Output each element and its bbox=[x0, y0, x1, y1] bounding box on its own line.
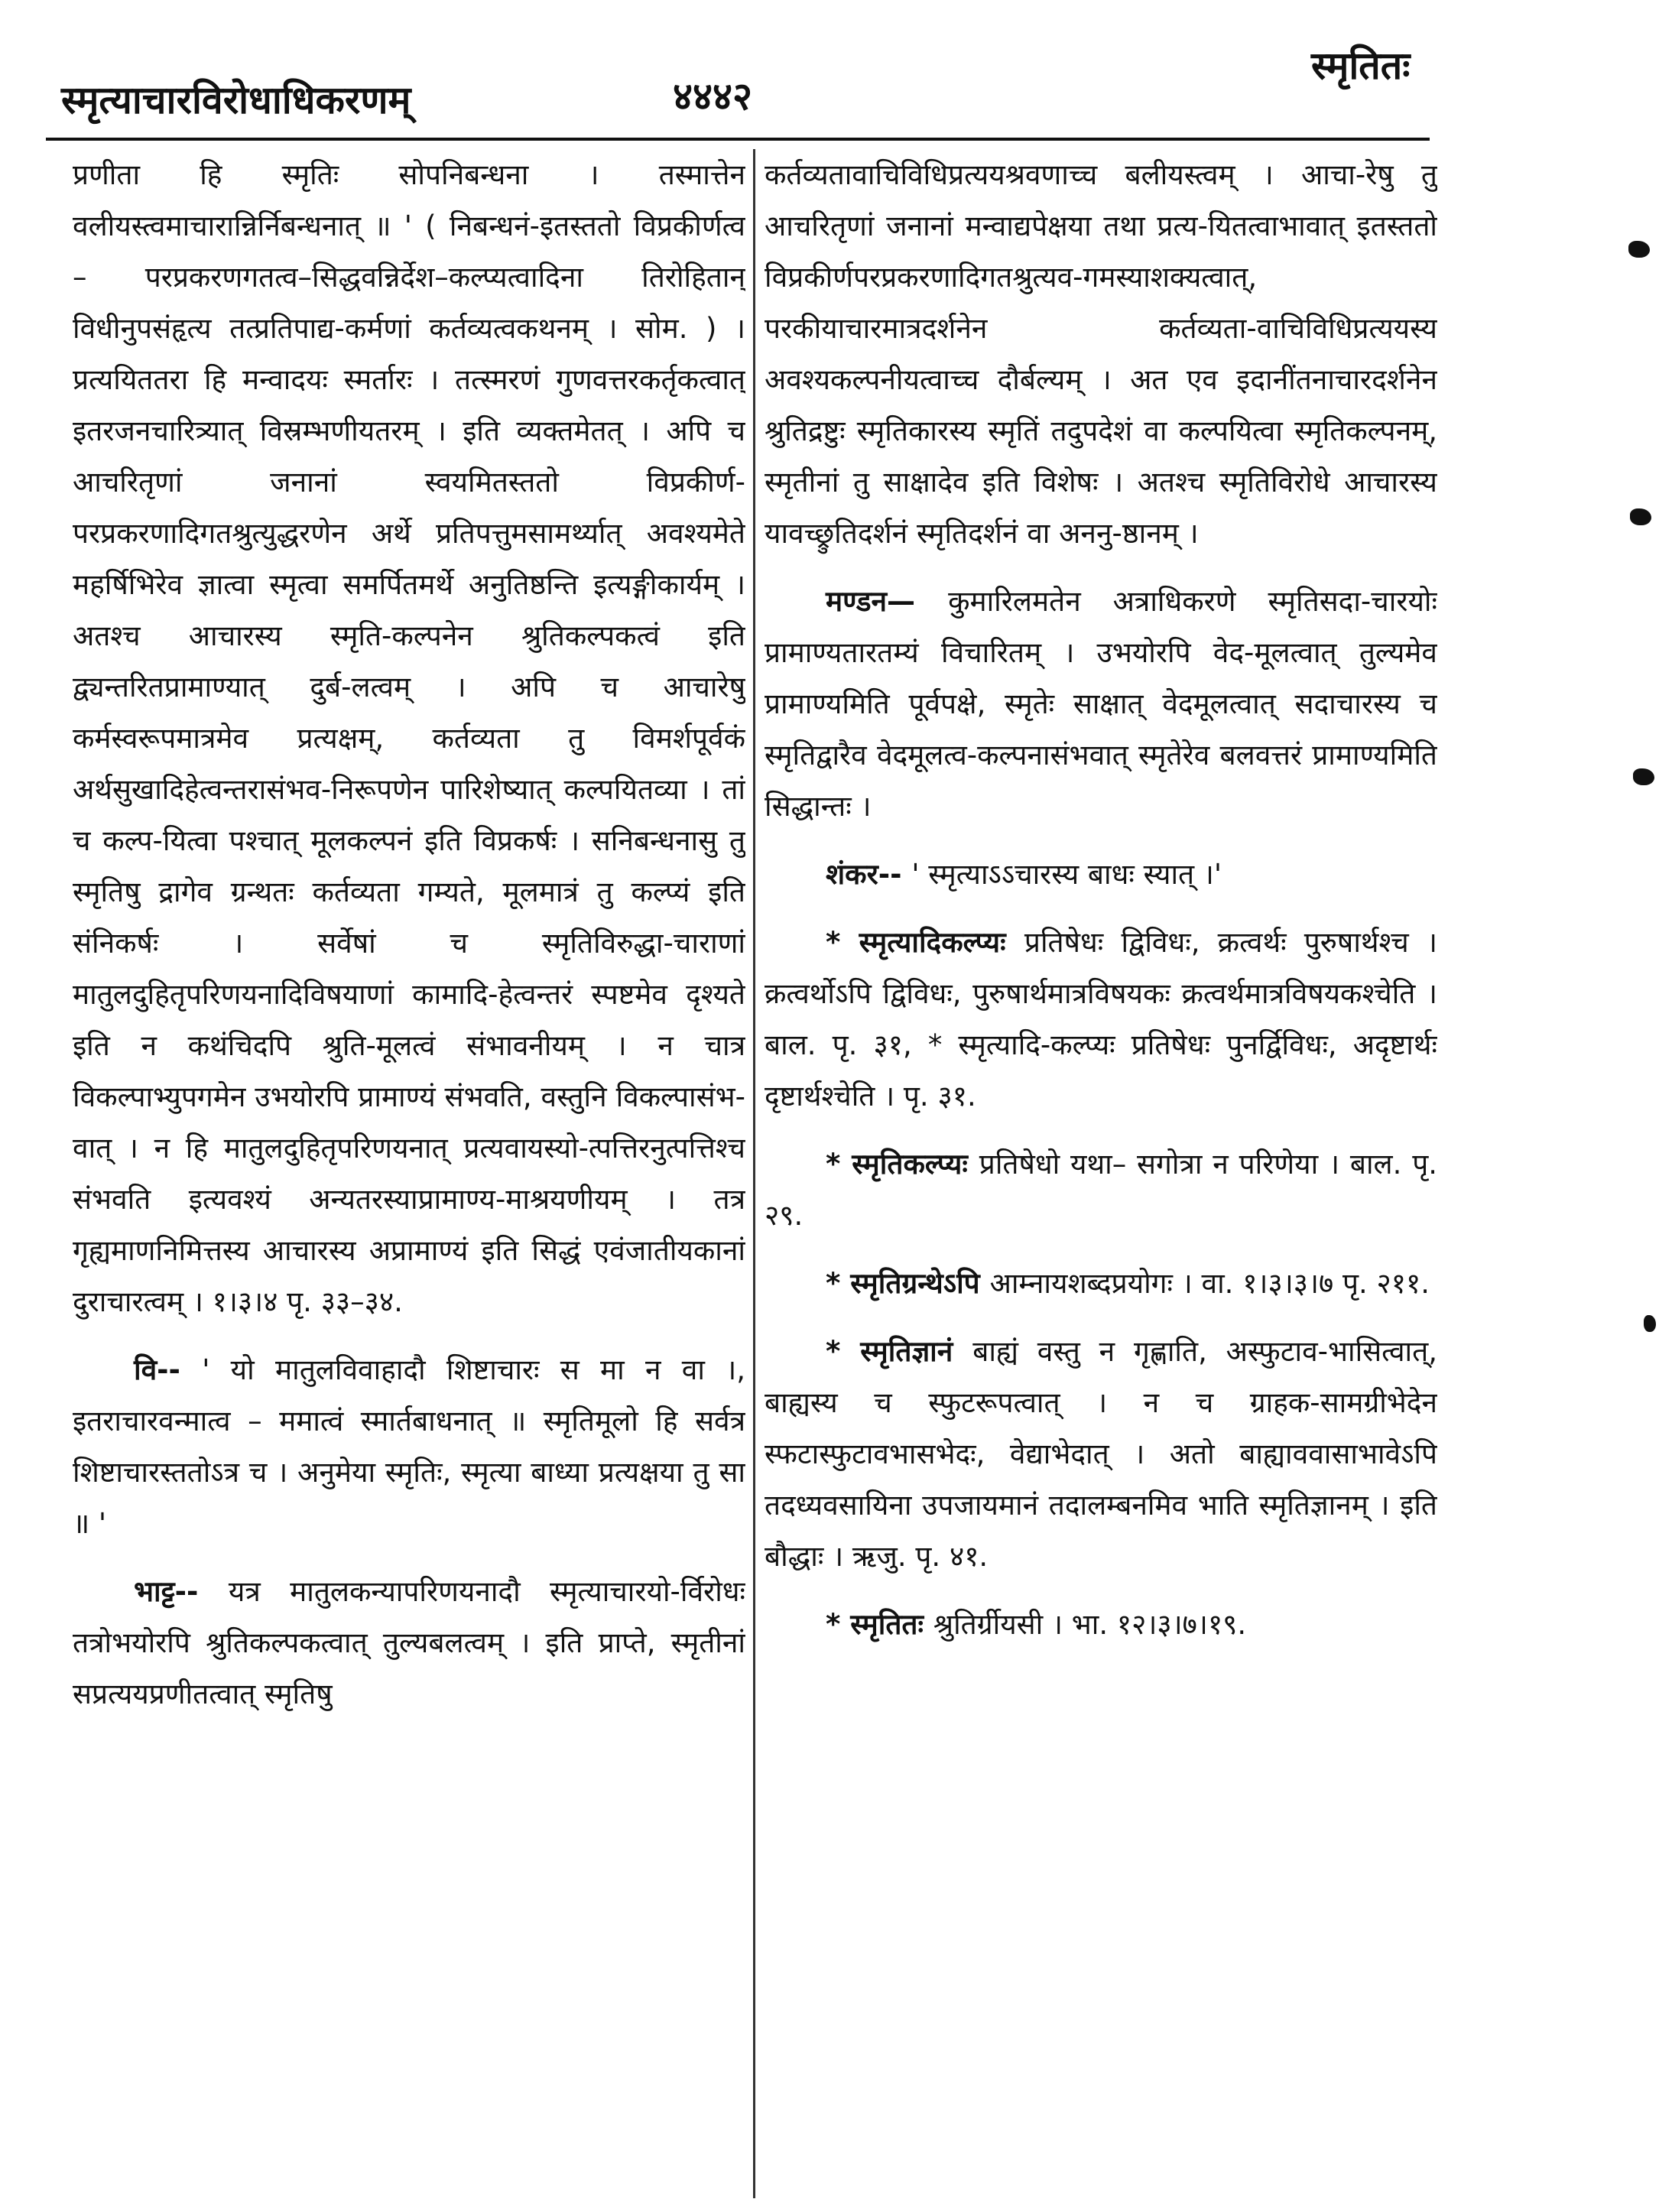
paragraph bbox=[765, 576, 1437, 832]
paragraph-text: कुमारिलमतेन अत्राधिकरणे स्मृतिसदा-चारयोः प्रामाण्यतारतम्यं विचारितम् । उभयोरपि वेद-मूलत्वात् तुल्यमेव प्रामाण्यमिति पूर्वपक्षे, स्मृतेः साक्षात् वेदमूलत्वात् सदाचारस्य च स्मृतिद्वारैव वेदमूलत्व-कल्पनासंभवात् स्मृतेरेव बलवत्तरं प्रामाण्यमिति सिद्धान्तः । bbox=[765, 585, 1437, 823]
paragraph bbox=[765, 1326, 1437, 1582]
paragraph-heading: भाट्ट-- bbox=[134, 1575, 229, 1608]
paragraph-text: प्रतिषेधो यथा– सगोत्रा न परिणेया । बाल. पृ. २९. bbox=[765, 1148, 1437, 1232]
paragraph-heading: * स्मृतिग्रन्थेऽपि bbox=[826, 1267, 990, 1300]
paragraph-text: आम्नायशब्दप्रयोगः । वा. १।३।३।७ पृ. २११. bbox=[989, 1267, 1430, 1300]
margin-ink-mark bbox=[1630, 508, 1651, 525]
paragraph bbox=[765, 849, 1437, 900]
paragraph bbox=[765, 1138, 1437, 1241]
margin-ink-mark bbox=[1633, 768, 1654, 785]
paragraph bbox=[765, 1258, 1437, 1309]
paragraph-text: प्रतिषेधः द्विविधः, क्रत्वर्थः पुरुषार्थश्च । क्रत्वर्थोऽपि द्विविधः, पुरुषार्थमात्रविषयकः क्रत्वर्थमात्रविषयकश्चेति । बाल. पृ. ३१, * स्मृत्यादि-कल्प्यः प्रतिषेधः पुनर्द्विविधः, अदृष्टार्थः दृष्टार्थश्चेति । पृ. ३१. bbox=[765, 926, 1437, 1112]
paragraph-text: श्रुतिर्ग्रीयसी । भा. १२।३।७।१९. bbox=[933, 1608, 1247, 1641]
margin-ink-mark bbox=[1628, 241, 1650, 258]
paragraph-heading: * स्मृतिज्ञानं bbox=[826, 1335, 973, 1368]
paragraph bbox=[73, 1566, 745, 1720]
running-title-right: स्मृतितः bbox=[1311, 44, 1411, 88]
paragraph-heading: शंकर-- bbox=[826, 858, 912, 891]
right-column bbox=[765, 149, 1437, 2198]
paragraph-text: ' यो मातुलविवाहादौ शिष्टाचारः स मा न वा ।, इतराचारवन्मात्व – ममात्वं स्मार्तबाधनात् ॥ स्मृतिमूलो हि सर्वत्र शिष्टाचारस्ततोऽत्र च । अनुमेया स्मृतिः, स्मृत्या बाध्या प्रत्यक्षया तु सा ॥ ' bbox=[73, 1353, 745, 1540]
paragraph-heading: * स्मृत्यादिकल्प्यः bbox=[826, 926, 1024, 959]
paragraph-heading: * स्मृतितः bbox=[826, 1608, 933, 1641]
margin-ink-mark bbox=[1644, 1315, 1656, 1332]
column-divider bbox=[753, 149, 755, 2198]
left-column bbox=[73, 149, 745, 2198]
paragraph-text: यत्र मातुलकन्यापरिणयनादौ स्मृत्याचारयो-र्विरोधः तत्रोभयोरपि श्रुतिकल्पकत्वात् तुल्यबलत्वम् । इति प्राप्ते, स्मृतीनां सप्रत्ययप्रणीतत्वात् स्मृतिषु bbox=[73, 1575, 745, 1710]
paragraph-text: ' स्मृत्याऽऽचारस्य बाधः स्यात् ।' bbox=[911, 858, 1222, 891]
paragraph bbox=[765, 149, 1437, 559]
paragraph-heading: वि-- bbox=[134, 1353, 203, 1386]
paragraph bbox=[73, 149, 745, 1327]
paragraph-text: बाह्यं वस्तु न गृह्णाति, अस्फुटाव-भासित्वात्, बाह्यस्य च स्फुटरूपत्वात् । न च ग्राहक-सामग्रीभेदेन स्फटास्फुटावभासभेदः, वेद्याभेदात् । अतो बाह्याववासाभावेऽपि तदध्यवसायिना उपजायमानं तदालम्बनमिव भाति स्मृतिज्ञानम् । इति बौद्धाः । ऋजु. पृ. ४१. bbox=[765, 1335, 1437, 1573]
header-rule bbox=[46, 138, 1430, 141]
paragraph-text: प्रणीता हि स्मृतिः सोपनिबन्धना । तस्मात्तेन वलीयस्त्वमाचारान्निर्निबन्धनात् ॥ ' ( निबन्धनं-इतस्ततो विप्रकीर्णत्व – परप्रकरणगतत्व–सिद्धवन्निर्देश–कल्प्यत्वादिना तिरोहितान् विधीनुपसंहृत्य तत्प्रतिपाद्य-कर्मणां कर्तव्यत्वकथनम् । सोम. ) । प्रत्ययिततरा हि मन्वादयः स्मर्तारः । तत्स्मरणं गुणवत्तरकर्तृकत्वात् इतरजनचारित्र्यात् विस्रम्भणीयतरम् । इति व्यक्तमेतत् । अपि च आचरितृणां जनानां स्वयमितस्ततो विप्रकीर्ण-परप्रकरणादिगतश्रुत्युद्धरणेन अर्थे प्रतिपत्तुमसामर्थ्यात् अवश्यमेते महर्षिभिरेव ज्ञात्वा स्मृत्वा समर्पितमर्थे अनुतिष्ठन्ति इत्यङ्गीकार्यम् । अतश्च आचारस्य स्मृति-कल्पनेन श्रुतिकल्पकत्वं इति द्व्यन्तरितप्रामाण्यात् दुर्ब-लत्वम् । अपि च आचारेषु कर्मस्वरूपमात्रमेव प्रत्यक्षम्, कर्तव्यता तु विमर्शपूर्वकं अर्थसुखादिहेत्वन्तरासंभव-निरूपणेन पारिशेष्यात् कल्पयितव्या । तां च कल्प-यित्वा पश्चात् मूलकल्पनं इति विप्रकर्षः । सनिबन्धनासु तु स्मृतिषु द्रागेव ग्रन्थतः कर्तव्यता गम्यते, मूलमात्रं तु कल्प्यं इति संनिकर्षः । सर्वेषां च स्मृतिविरुद्धा-चाराणां मातुलदुहितृपरिणयनादिविषयाणां कामादि-हेत्वन्तरं स्पष्टमेव दृश्यते इति न कथंचिदपि श्रुति-मूलत्वं संभावनीयम् । न चात्र विकल्पाभ्युपगमेन उभयोरपि प्रामाण्यं संभवति, वस्तुनि विकल्पासंभ-वात् । न हि मातुलदुहितृपरिणयनात् प्रत्यवायस्यो-त्पत्तिरनुत्पत्तिश्च संभवति इत्यवश्यं अन्यतरस्याप्रामाण्य-माश्रयणीयम् । तत्र गृह्यमाणनिमित्तस्य आचारस्य अप्रामाण्यं इति सिद्धं एवंजातीयकानां दुराचारत्वम् । १।३।४ पृ. ३३–३४. bbox=[73, 158, 745, 1318]
paragraph bbox=[73, 1344, 745, 1549]
page-number: ४४४२ bbox=[673, 74, 752, 119]
paragraph-heading: * स्मृतिकल्प्यः bbox=[826, 1148, 979, 1181]
running-title-left: स्मृत्याचारविरोधाधिकरणम् bbox=[61, 78, 411, 122]
paragraph-text: कर्तव्यतावाचिविधिप्रत्ययश्रवणाच्च बलीयस्त्वम् । आचा-रेषु तु आचरितृणां जनानां मन्वाद्यपेक्षया तथा प्रत्य-यितत्वाभावात् इतस्ततो विप्रकीर्णपरप्रकरणादिगतश्रुत्यव-गमस्याशक्यत्वात्, परकीयाचारमात्रदर्शनेन कर्तव्यता-वाचिविधिप्रत्ययस्य अवश्यकल्पनीयत्वाच्च दौर्बल्यम् । अत एव इदानींतनाचारदर्शनेन श्रुतिद्रष्टुः स्मृतिकारस्य स्मृतिं तदुपदेशं वा कल्पयित्वा स्मृतिकल्पनम्, स्मृतीनां तु साक्षादेव इति विशेषः । अतश्च स्मृतिविरोधे आचारस्य यावच्छ्रुतिदर्शनं स्मृतिदर्शनं वा अननु-ष्ठानम् । bbox=[765, 158, 1437, 550]
paragraph bbox=[765, 917, 1437, 1122]
paragraph-heading: मण्डन— bbox=[826, 585, 949, 618]
paragraph bbox=[765, 1599, 1437, 1650]
